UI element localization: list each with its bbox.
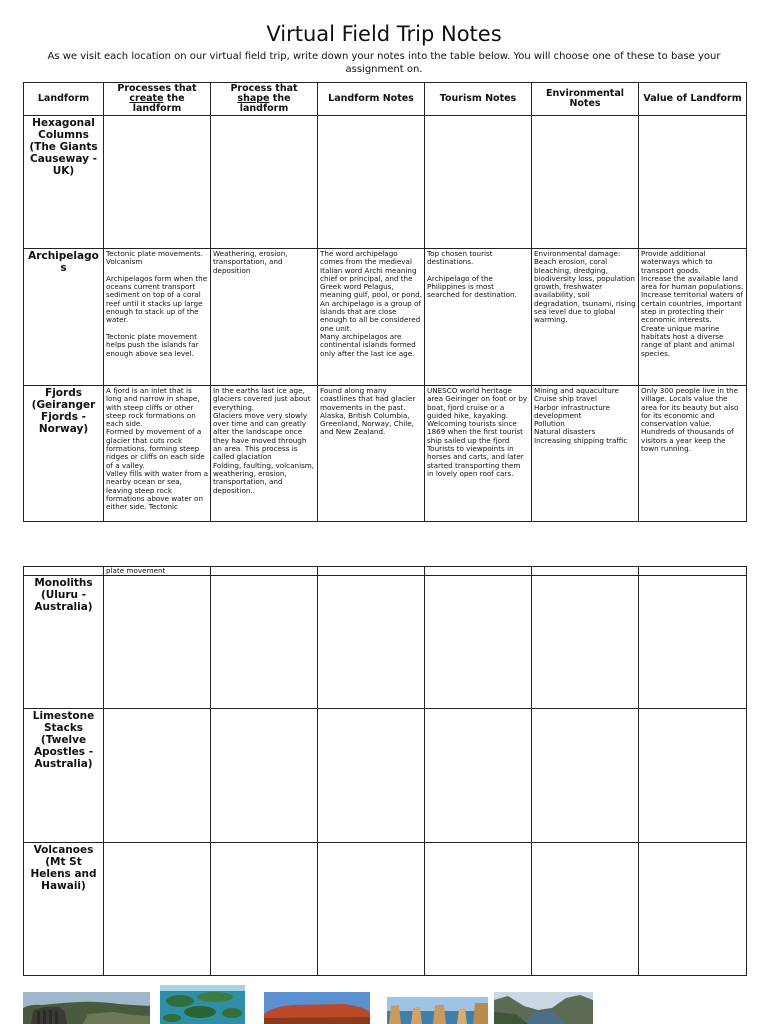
- note-cell[interactable]: [532, 567, 639, 576]
- fjords-process-shape[interactable]: In the earths last ice age, glaciers covered just about everything. Glaciers move very slowly over time and can greatly alter the landscape once they have moved through an area. This process is called glaciation Folding, faulting, volcanism, weathering, erosion, transportation, and deposition..: [211, 386, 318, 522]
- giants-causeway-photo: [23, 992, 150, 1024]
- note-cell[interactable]: [425, 576, 532, 709]
- note-cell[interactable]: [318, 843, 425, 976]
- twelve-apostles-photo: [387, 997, 488, 1024]
- note-cell[interactable]: [104, 576, 211, 709]
- note-cell[interactable]: [211, 576, 318, 709]
- note-cell[interactable]: [211, 709, 318, 843]
- header-tourism-notes: Tourism Notes: [425, 83, 532, 116]
- fjords-landform-notes[interactable]: Found along many coastlines that had glacier movements in the past. Alaska, British Columbia, Greenland, Norway, Chile, and New Zealand.: [318, 386, 425, 522]
- archipelagos-landform-notes[interactable]: The word archipelago comes from the medieval Italian word Archi meaning chief or principal, and the Greek word Pelagus, meaning gulf, pool, or pond. An archipelago is a group of islands that are close enough to all be considered one unit. Many archipelagos are continental islands formed only after the last ice age.: [318, 249, 425, 386]
- notes-table-part-1: [23, 82, 747, 522]
- page-title: Virtual Field Trip Notes: [266, 22, 502, 46]
- note-cell[interactable]: [639, 567, 747, 576]
- note-cell[interactable]: [211, 567, 318, 576]
- table-row-archipelagos: [24, 249, 747, 386]
- header-environmental-notes: Environmental Notes: [532, 83, 639, 116]
- table-row-volcanoes: [24, 843, 747, 976]
- fjords-tourism-notes[interactable]: UNESCO world heritage area Geiringer on foot or by boat, fjord cruise or a guided hike, kayaking. Welcoming tourists since 1869 when the first tourist ship sailed up the fjord Tourists to viewpoints in horses and carts, and later started transporting them in lovely open roof cars.: [425, 386, 532, 522]
- landform-limestone-stacks: Limestone Stacks (Twelve Apostles - Australia): [24, 709, 104, 843]
- fjords-processes-continued[interactable]: plate movement: [104, 567, 211, 576]
- note-cell[interactable]: [532, 709, 639, 843]
- archipelagos-processes-create[interactable]: Tectonic plate movements. Volcanism Archipelagos form when the oceans current transport sediment on top of a coral reef until it stacks up large enough to stack up of the water. Tectonic plate movement helps push the islands far enough above sea level.: [104, 249, 211, 386]
- table-row-continued: [24, 567, 747, 576]
- note-cell[interactable]: [425, 843, 532, 976]
- table-row-hexagonal-columns: [24, 116, 747, 249]
- archipelagos-environmental-notes[interactable]: Environmental damage: Beach erosion, coral bleaching, dredging, biodiversity loss, population growth, freshwater availability, soil degradation, tsunami, rising sea level due to global warming.: [532, 249, 639, 386]
- notes-table-part-2: [23, 566, 747, 976]
- note-cell[interactable]: [211, 116, 318, 249]
- table-row-limestone-stacks: [24, 709, 747, 843]
- note-cell[interactable]: [425, 116, 532, 249]
- landform-archipelagos: Archipelago s: [24, 249, 104, 386]
- note-cell[interactable]: [425, 567, 532, 576]
- landform-monoliths: Monoliths (Uluru - Australia): [24, 576, 104, 709]
- archipelago-photo: [160, 985, 245, 1024]
- header-landform: Landform: [24, 83, 104, 116]
- note-cell[interactable]: [318, 576, 425, 709]
- note-cell[interactable]: [425, 709, 532, 843]
- note-cell[interactable]: [104, 116, 211, 249]
- archipelagos-tourism-notes[interactable]: Top chosen tourist destinations. Archipelago of the Philippines is most searched for destination.: [425, 249, 532, 386]
- note-cell[interactable]: [639, 843, 747, 976]
- page-instructions: As we visit each location on our virtual field trip, write down your notes into the table below. You will choose one of these to base your assignment on.: [47, 51, 721, 75]
- note-cell[interactable]: [104, 709, 211, 843]
- header-process-shape: Process that shape the landform: [211, 83, 318, 116]
- note-cell[interactable]: [318, 567, 425, 576]
- note-cell[interactable]: [211, 843, 318, 976]
- note-cell[interactable]: [532, 116, 639, 249]
- note-cell[interactable]: [639, 576, 747, 709]
- landform-hexagonal-columns: Hexagonal Columns (The Giants Causeway - UK): [24, 116, 104, 249]
- fjord-photo: [494, 992, 593, 1024]
- header-landform-notes: Landform Notes: [318, 83, 425, 116]
- note-cell[interactable]: [639, 709, 747, 843]
- note-cell[interactable]: [104, 843, 211, 976]
- archipelagos-process-shape[interactable]: Weathering, erosion, transportation, and deposition: [211, 249, 318, 386]
- table-row-monoliths: [24, 576, 747, 709]
- note-cell[interactable]: [318, 709, 425, 843]
- fjords-processes-create[interactable]: A fjord is an inlet that is long and narrow in shape, with steep cliffs or other steep rock formations on each side. Formed by movement of a glacier that cuts rock formations, forming steep ridges or cliffs on each side of a valley. Valley fills with water from a nearby ocean or sea, leaving steep rock formations above water on either side. Tectonic: [104, 386, 211, 522]
- note-cell[interactable]: [639, 116, 747, 249]
- uluru-photo: [264, 992, 370, 1024]
- header-processes-create: Processes that create the landform: [104, 83, 211, 116]
- fjords-environmental-notes[interactable]: Mining and aquaculture Cruise ship travel Harbor infrastructure development Pollution Natural disasters Increasing shipping traffic: [532, 386, 639, 522]
- landform-volcanoes: Volcanoes (Mt St Helens and Hawaii): [24, 843, 104, 976]
- note-cell[interactable]: [318, 116, 425, 249]
- note-cell[interactable]: [532, 576, 639, 709]
- archipelagos-value[interactable]: Provide additional waterways which to transport goods. Increase the available land area for human populations. Increase territorial waters of certain countries, important step in protecting their economic interests. Create unique marine habitats host a diverse range of plant and animal species.: [639, 249, 747, 386]
- table-row-fjords: [24, 386, 747, 522]
- landform-fjords: Fjords (Geiranger Fjords - Norway): [24, 386, 104, 522]
- header-value-of-landform: Value of Landform: [639, 83, 747, 116]
- note-cell[interactable]: [532, 843, 639, 976]
- fjords-value[interactable]: Only 300 people live in the village. Locals value the area for its beauty but also for its economic and conservation value. Hundreds of thousands of visitors a year keep the town running.: [639, 386, 747, 522]
- landform-photo-strip: [0, 985, 768, 1024]
